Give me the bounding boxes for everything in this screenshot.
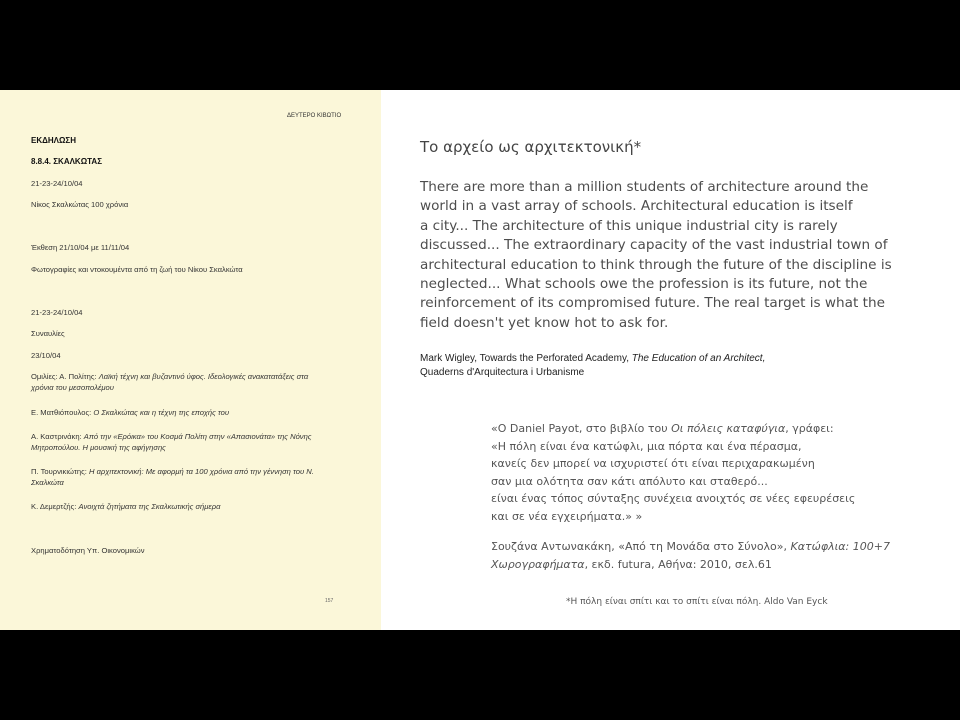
quote-intro-line bbox=[491, 420, 855, 438]
citation-author: Mark Wigley, Towards the Perforated Academy, bbox=[420, 353, 632, 364]
quote-intro-end: , γράφει: bbox=[785, 422, 834, 435]
quote-source-book: Κατώφλια: 100+7 bbox=[790, 540, 890, 553]
talk-item bbox=[31, 501, 220, 512]
event-title: Νίκος Σκαλκώτας 100 χρόνια bbox=[31, 200, 129, 209]
paragraph-line: architectural education to think through the future of the discipline is bbox=[420, 256, 892, 273]
quote-line: σαν μια ολότητα σαν κάτι απόλυτο και σταθερό... bbox=[491, 474, 768, 488]
citation-publisher: Quaderns d'Arquitectura i Urbanisme bbox=[420, 367, 585, 378]
quote-source bbox=[491, 538, 890, 573]
quote-source-book-cont: Χωρογραφήματα bbox=[491, 557, 585, 571]
quote-source-publisher: , εκδ. futura, Αθήνα: 2010, σελ.61 bbox=[584, 557, 772, 571]
slide bbox=[0, 90, 960, 630]
paragraph-line: There are more than a million students of architecture around the bbox=[420, 179, 869, 195]
document-heading: ΕΚΔΗΛΩΣΗ bbox=[31, 136, 76, 145]
slide-title: Το αρχείο ως αρχιτεκτονική* bbox=[420, 138, 642, 156]
quote-source-line bbox=[491, 556, 890, 574]
exhibition-description: Φωτογραφίες και ντοκουμέντα από τη ζωή του Νίκου Σκαλκώτα bbox=[31, 265, 243, 274]
concert-dates: 21-23-24/10/04 bbox=[31, 308, 83, 317]
scanned-document-page bbox=[0, 90, 381, 630]
quote-source-line bbox=[491, 538, 890, 556]
talk-title: Ανοιχτά ζητήματα της Σκαλκωτικής σήμερα bbox=[78, 502, 221, 511]
sponsor-line: Χρηματοδότηση Υπ. Οικονομικών bbox=[31, 546, 145, 555]
quote-book-title: Οι πόλεις καταφύγια bbox=[671, 422, 786, 435]
paragraph-line: world in a vast array of schools. Architectural education is itself bbox=[420, 198, 853, 215]
talk-title: Η αρχιτεκτονική: Με αφορμή τα 100 χρόνια από την γέννηση του Ν. bbox=[88, 467, 314, 476]
event-date: 21-23-24/10/04 bbox=[31, 179, 83, 188]
quote-line: κανείς δεν μπορεί να ισχυριστεί ότι είναι περιχαρακωμένη bbox=[491, 457, 815, 470]
quote-intro: «Ο Daniel Payot, στο βιβλίο του bbox=[491, 422, 672, 435]
talk-speaker: Ε. Ματθιόπουλος: bbox=[31, 408, 94, 417]
citation bbox=[420, 352, 765, 380]
talk-speaker: Π. Τουρνικιώτης: bbox=[31, 467, 89, 476]
quote-line: και σε νέα εγχειρήματα.» » bbox=[491, 509, 643, 523]
concerts-label: Συναυλίες bbox=[31, 329, 65, 338]
block-quote bbox=[491, 420, 855, 525]
talk-title: Λαϊκή τέχνη και βυζαντινό ύφος. Ιδεολογικές ανακατατάξεις στα bbox=[98, 372, 309, 381]
talk-speaker: Ομιλίες: Α. Πολίτης: bbox=[31, 372, 99, 381]
section-title: 8.8.4. ΣΚΑΛΚΩΤΑΣ bbox=[31, 157, 102, 166]
quote-line: «Η πόλη είναι ένα κατώφλι, μια πόρτα και ένα πέρασμα, bbox=[491, 439, 802, 453]
exhibition-dates: Έκθεση 21/10/04 με 11/11/04 bbox=[31, 243, 130, 252]
paragraph-line: reinforcement of its compromised future. The real target is what the bbox=[420, 295, 885, 312]
talk-item bbox=[31, 407, 229, 418]
talk-item bbox=[31, 371, 308, 393]
footnote: *Η πόλη είναι σπίτι και το σπίτι είναι πόλη. Aldo Van Eyck bbox=[566, 597, 828, 607]
talk-title-cont: χρόνια του μεσοπολέμου bbox=[31, 383, 114, 392]
paragraph-line: field doesn't yet know hot to ask for. bbox=[420, 314, 669, 331]
talk-item bbox=[31, 466, 314, 488]
page-header: ΔΕΥΤΕΡΟ ΚΙΒΩΤΙΟ bbox=[287, 113, 342, 119]
citation-work: The Education of an Architect, bbox=[631, 353, 766, 364]
quote-source-author: Σουζάνα Αντωνακάκη, «Από τη Μονάδα στο Σύνολο», bbox=[491, 540, 791, 553]
paragraph-line: a city... The architecture of this unique industrial city is rarely bbox=[420, 217, 838, 234]
main-paragraph bbox=[420, 178, 920, 333]
talk-title-cont: Σκαλκώτα bbox=[31, 478, 64, 487]
talks-date: 23/10/04 bbox=[31, 351, 61, 360]
talk-title: Από την «Ερόικα» του Κοσμά Πολίτη στην «Απασιονάτα» της Νόνης bbox=[83, 432, 312, 441]
talk-item bbox=[31, 431, 312, 453]
talk-speaker: Κ. Δεμερτζής: bbox=[31, 502, 79, 511]
talk-title-cont: Μητροπούλου. Η μουσική της αφήγησης bbox=[31, 443, 166, 452]
talk-speaker: Α. Καστρινάκη: bbox=[31, 432, 84, 441]
paragraph-line: neglected... What schools owe the profession is its future, not the bbox=[420, 276, 868, 293]
quote-line: είναι ένας τόπος σύνταξης συνέχεια ανοιχτός σε νέες εφευρέσεις bbox=[491, 492, 856, 505]
page-number: 157 bbox=[325, 598, 334, 604]
paragraph-line: discussed... The extraordinary capacity of the vast industrial town of bbox=[420, 237, 888, 254]
talk-title: Ο Σκαλκώτας και η τέχνη της εποχής του bbox=[93, 408, 230, 417]
